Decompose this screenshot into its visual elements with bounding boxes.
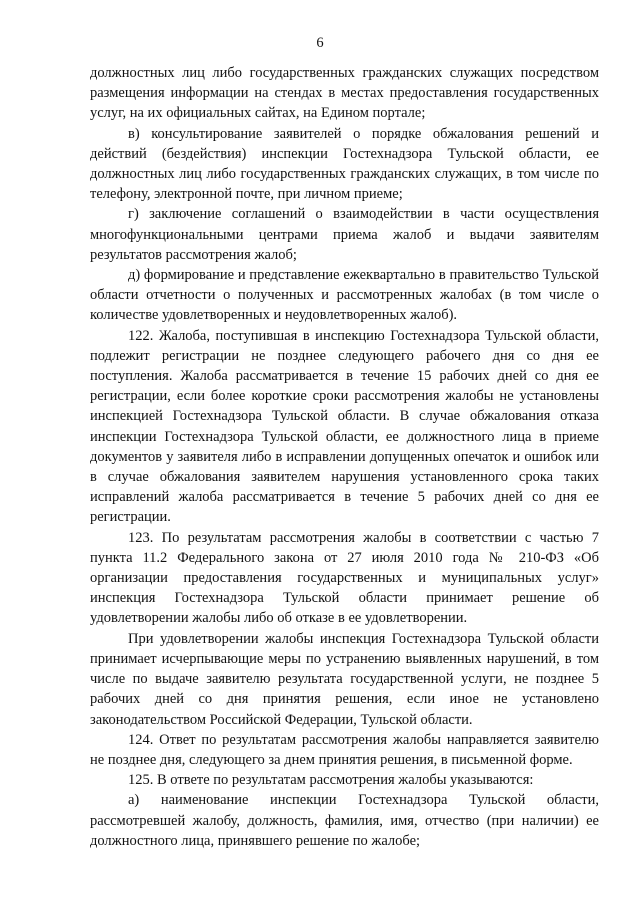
page-number: 6: [316, 35, 324, 51]
paragraph-item-g: г) заключение соглашений о взаимодействии в части осуществления многофункциональными центрами приема жалоб и выдачи заявителям результатов рассмотрения жалоб;: [90, 206, 599, 263]
paragraph-clause-123-cont: При удовлетворении жалобы инспекция Гостехнадзора Тульской области принимает исчерпывающие меры по устранению выявленных нарушений, в том числе по выдаче заявителю результата государственной услуги, не позднее 5 рабочих дней со дня принятия решения, если иное не установлено законодательством Российской Федерации, Тульской области.: [90, 630, 599, 728]
document-body: [90, 63, 599, 851]
paragraph-item-v: в) консультирование заявителей о порядке обжалования решений и действий (бездействия) инспекции Гостехнадзора Тульской области, ее должностных лиц либо государственных гражданских служащих, в том числе по телефону, электронной почте, при личном приеме;: [90, 125, 599, 203]
paragraph-clause-122: 122. Жалоба, поступившая в инспекцию Гостехнадзора Тульской области, подлежит регистрации не позднее следующего рабочего дня со дня ее поступления. Жалоба рассматривается в течение 15 рабочих дней со дня ее регистрации, если более короткие сроки рассмотрения жалобы не установлены инспекцией Гостехнадзора Тульской области. В случае обжалования отказа инспекции Гостехнадзора Тульской области, ее должностного лица в приеме документов у заявителя либо в исправлении допущенных опечаток и ошибок или в случае обжалования заявителем нарушения установленного срока таких исправлений жалоба рассматривается в течение 5 рабочих дней со дня ее регистрации.: [90, 327, 599, 526]
paragraph-item-a: а) наименование инспекции Гостехнадзора Тульской области, рассмотревшей жалобу, должность, фамилия, имя, отчество (при наличии) ее должностного лица, принявшего решение по жалобе;: [90, 792, 599, 849]
paragraph-clause-123: 123. По результатам рассмотрения жалобы в соответствии с частью 7 пункта 11.2 Федерального закона от 27 июля 2010 года № 210-ФЗ «Об организации предоставления государственных и муниципальных услуг» инспекция Гостехнадзора Тульской области принимает решение об удовлетворении жалобы либо об отказе в ее удовлетворении.: [90, 529, 599, 627]
paragraph-item-d: д) формирование и представление ежеквартально в правительство Тульской области отчетности о полученных и рассмотренных жалобах (в том числе о количестве удовлетворенных и неудовлетворенных жалоб).: [90, 267, 599, 324]
paragraph-clause-124: 124. Ответ по результатам рассмотрения жалобы направляется заявителю не позднее дня, следующего за днем принятия решения, в письменной форме.: [90, 731, 599, 768]
paragraph-continuation: должностных лиц либо государственных гражданских служащих посредством размещения информации на стендах в местах предоставления государственных услуг, на их официальных сайтах, на Едином портале;: [90, 65, 599, 122]
paragraph-clause-125: 125. В ответе по результатам рассмотрения жалобы указываются:: [128, 772, 534, 789]
